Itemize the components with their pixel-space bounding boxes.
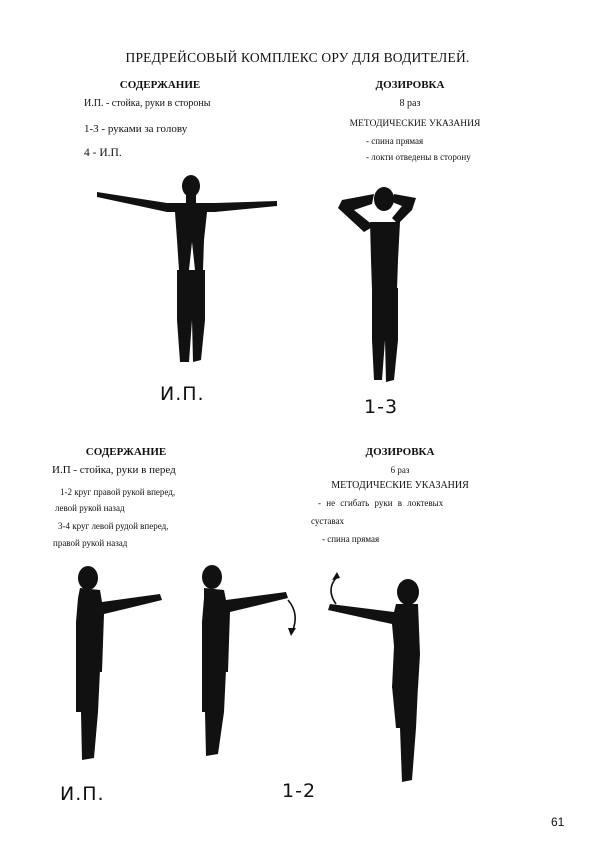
content-line-2-2: 1-2 круг правой рукой вперед, (60, 487, 176, 497)
figure-start-position-arms-forward (62, 562, 172, 772)
content-line-2-4: 3-4 круг левой рудой вперед, (58, 521, 169, 531)
guideline-1-2: - локти отведены в сторону (366, 152, 471, 162)
dosage-header-2: ДОЗИРОВКА (365, 446, 435, 458)
content-header-1: СОДЕРЖАНИЕ (119, 79, 201, 91)
caption-1-3: 1-3 (364, 396, 399, 418)
caption-1-2: 1-2 (282, 780, 317, 802)
content-line-1-2: 1-3 - руками за голову (84, 123, 188, 135)
content-line-1-3: 4 - И.П. (84, 147, 122, 159)
guidelines-header-2: МЕТОДИЧЕСКИЕ УКАЗАНИЯ (331, 480, 469, 491)
guideline-2-3: - спина прямая (322, 534, 380, 544)
figure-arm-circles-profile (320, 568, 430, 788)
guideline-2-2: суставах (311, 516, 345, 526)
caption-ip-2: И.П. (60, 783, 105, 805)
figure-hands-behind-head (330, 180, 430, 390)
figure-arm-circles (190, 562, 305, 772)
content-line-2-3: левой рукой назад (55, 503, 125, 513)
dosage-value-2: 6 раз (390, 465, 410, 475)
content-header-2: СОДЕРЖАНИЕ (85, 446, 167, 458)
guideline-2-1: - не сгибать руки в локтевых (318, 498, 444, 508)
caption-ip-1: И.П. (160, 383, 205, 405)
guidelines-header-1: МЕТОДИЧЕСКИЕ УКАЗАНИЯ (349, 119, 481, 129)
content-line-1-1: И.П. - стойка, руки в стороны (84, 98, 211, 109)
dosage-value-1: 8 раз (399, 98, 421, 109)
guideline-1-1: - спина прямая (366, 136, 424, 146)
page-title: ПРЕДРЕЙСОВЫЙ КОМПЛЕКС ОРУ ДЛЯ ВОДИТЕЛЕЙ. (125, 50, 470, 65)
figure-start-position-arms-sides (95, 170, 285, 370)
page-number: 61 (551, 815, 565, 829)
dosage-header-1: ДОЗИРОВКА (375, 79, 445, 91)
content-line-2-5: правой рукой назад (53, 538, 128, 548)
content-line-2-1: И.П - стойка, руки в перед (52, 464, 176, 476)
